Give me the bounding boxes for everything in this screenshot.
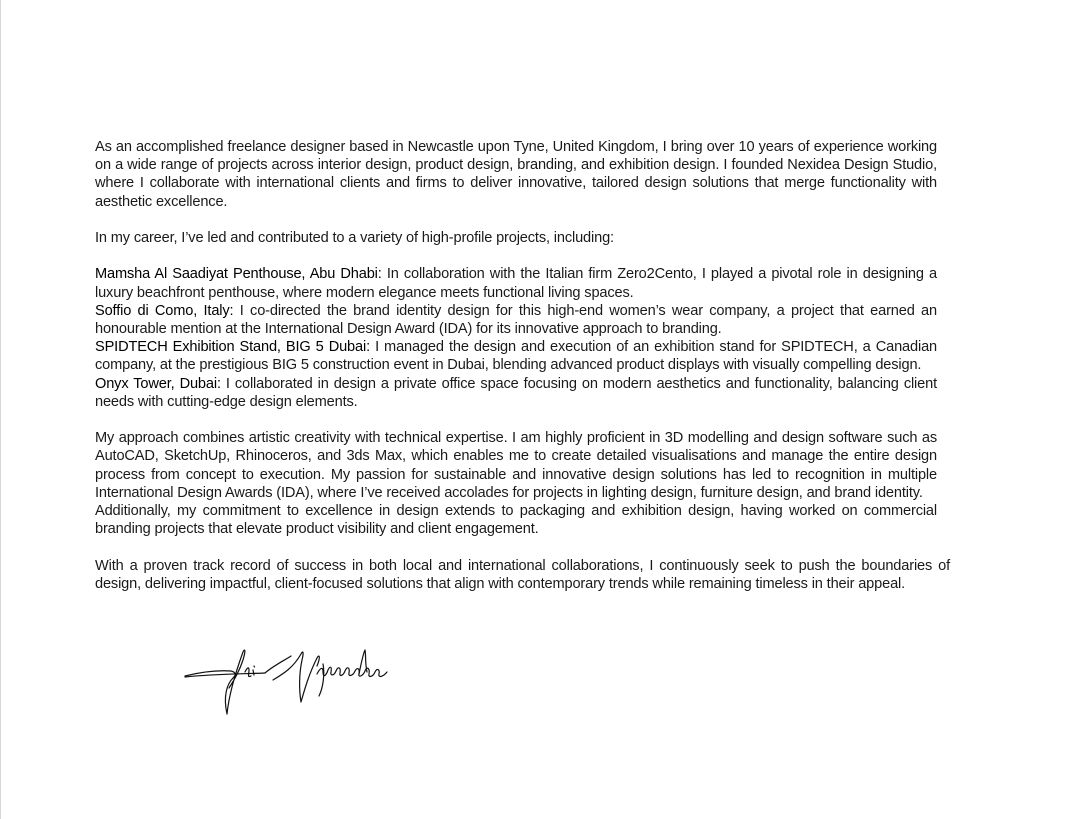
intro-paragraph: As an accomplished freelance designer based in Newcastle upon Tyne, United Kingdom, I bring over 10 years of experience working on a wide range of projects across interior design, product design, branding, and exhibition design. I founded Nexidea Design Studio, where I collaborate with international clients and firms to deliver innovative, tailored design solutions that merge functionality with aesthetic excellence. <box>95 139 937 210</box>
project-title: Soffio di Como, Italy: <box>95 302 234 319</box>
project-description: In collaboration with the Italian firm Zero2Cento, I played a pivotal role in designing a luxury beachfront penthouse, where modern elegance meets functional living spaces. <box>95 266 937 301</box>
project-title: Onyx Tower, Dubai: <box>95 375 221 392</box>
signature-image <box>183 644 398 720</box>
paragraph-gap <box>95 211 937 229</box>
paragraph-gap <box>95 411 937 429</box>
project-item-onyx <box>95 375 937 411</box>
project-item-spidtech <box>95 338 937 374</box>
paragraph-gap <box>95 247 937 265</box>
paragraph-gap <box>95 538 937 556</box>
letter-body <box>95 138 950 593</box>
project-description: I managed the design and execution of an exhibition stand for SPIDTECH, a Canadian company, at the prestigious BIG 5 construction event in Dubai, blending advanced product displays with visually compelling design. <box>95 339 938 374</box>
project-item-mamsha <box>95 265 937 301</box>
project-title: SPIDTECH Exhibition Stand, BIG 5 Dubai: <box>95 339 370 356</box>
closing-paragraph: With a proven track record of success in both local and international collaborations, I continuously seek to push the boundaries of design, delivering impactful, client-focused solutions that align with contemporary trends while remaining timeless in their appeal. <box>95 557 950 592</box>
career-lead-paragraph: In my career, I’ve led and contributed to a variety of high-profile projects, including: <box>95 230 614 246</box>
project-description: I co-directed the brand identity design for this high-end women’s wear company, a project that earned an honourable mention at the International Design Award (IDA) for its innovative approach to branding. <box>95 302 937 337</box>
additional-paragraph: Additionally, my commitment to excellence in design extends to packaging and exhibition design, having worked on commercial branding projects that elevate product visibility and client engagement. <box>95 503 937 538</box>
project-title: Mamsha Al Saadiyat Penthouse, Abu Dhabi: <box>95 266 382 283</box>
project-description: I collaborated in design a private office space focusing on modern aesthetics and functionality, balancing client needs with cutting-edge design elements. <box>95 375 937 410</box>
approach-paragraph: My approach combines artistic creativity with technical expertise. I am highly proficient in 3D modelling and design software such as AutoCAD, SketchUp, Rhinoceros, and 3ds Max, which enables me to create detailed visualisations and manage the entire design process from concept to execution. My passion for sustainable and innovative design solutions has led to recognition in multiple International Design Awards (IDA), where I’ve received accolades for projects in lighting design, furniture design, and brand identity. <box>95 430 937 501</box>
project-item-soffio <box>95 302 937 338</box>
projects-list <box>95 265 937 411</box>
